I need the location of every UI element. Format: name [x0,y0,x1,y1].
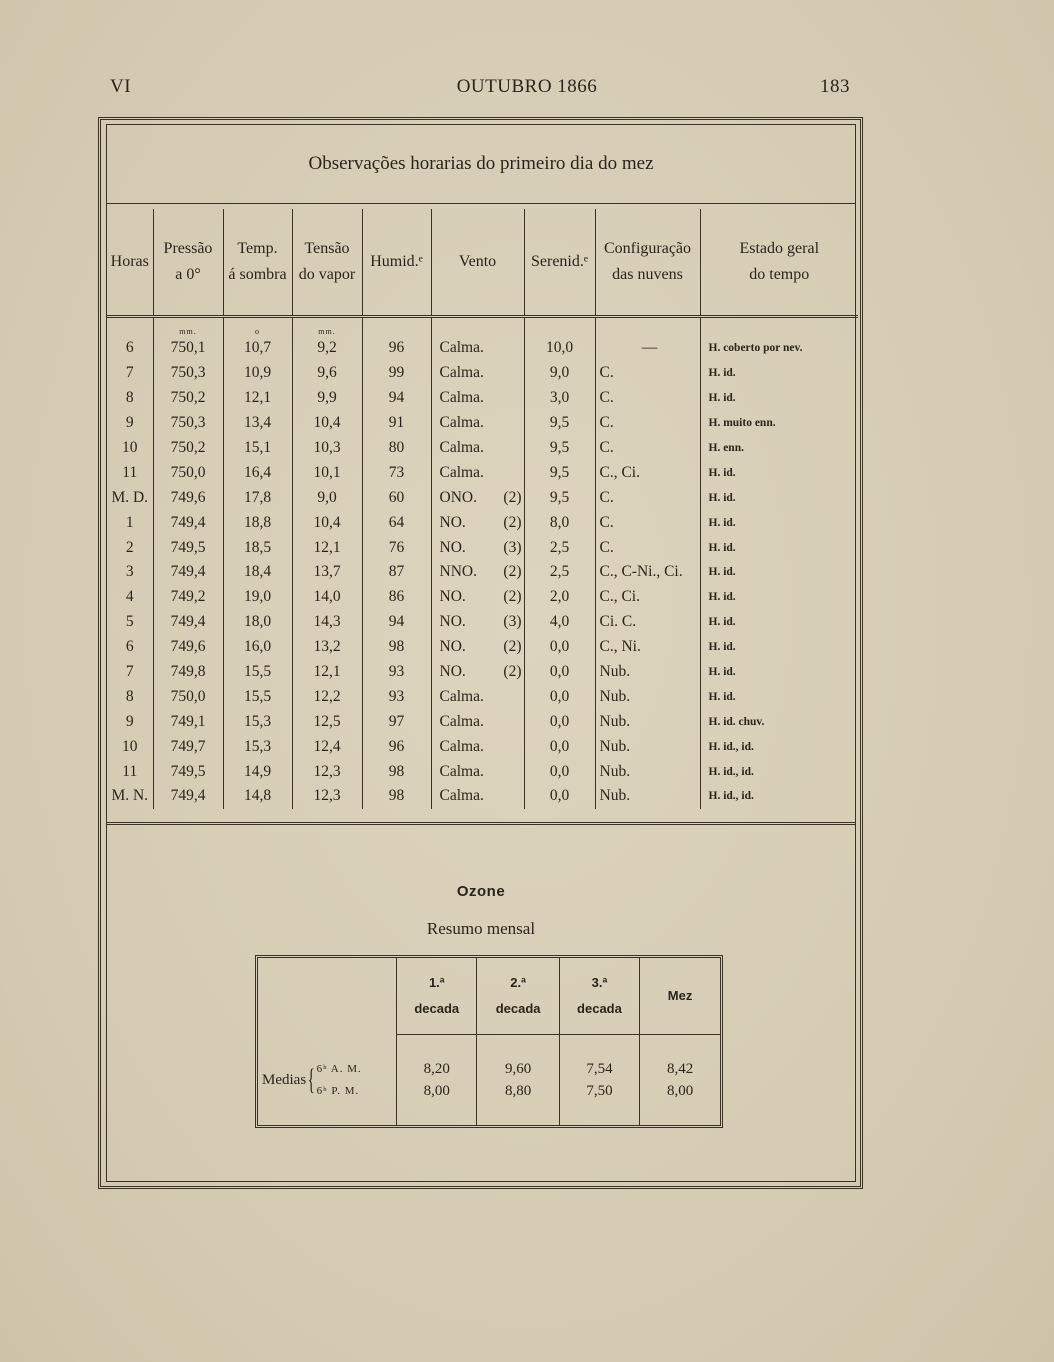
temp-cell: 18,5 [223,535,292,560]
clouds-cell: Nub. [595,759,700,784]
weather-cell: H. id. [700,386,858,411]
serenity-cell: 2,5 [524,560,595,585]
tension-cell: 9,9 [292,386,362,411]
ozone-column-header-line2: decada [414,1001,460,1016]
temp-cell: 15,5 [223,660,292,685]
humidity-cell: 93 [362,660,431,685]
pressure-cell: 749,4 [153,510,223,535]
column-header-line1: Pressão [163,240,213,257]
table-row [107,411,858,436]
wind-direction: Calma. [439,414,484,432]
serenity-cell: 2,0 [524,585,595,610]
table-row [107,361,858,386]
temp-cell: 10,7 [223,336,292,361]
temp-cell: 14,8 [223,784,292,809]
wind-cell [431,436,524,461]
humidity-cell: 80 [362,436,431,461]
wind-direction: NO. [439,638,466,656]
column-header-line1: Estado geral [739,240,820,257]
hour-cell: 7 [125,663,134,681]
tension-cell: 9,6 [292,361,362,386]
wind-direction: Calma. [439,687,484,705]
ozone-column-header-line1: 2.ª [510,975,526,990]
ozone-summary-box [255,955,723,1128]
hour-cell: 1 [125,513,134,531]
ozone-column-header [640,958,720,1035]
hour-cell: 5 [125,613,134,631]
ozone-column-header-line1: Mez [667,988,693,1003]
column-header [107,209,153,317]
ozone-column-header [559,958,639,1035]
wind-force: (2) [503,663,522,681]
hour-cell: 6 [125,638,134,656]
temp-cell: 13,4 [223,411,292,436]
wind-cell [431,759,524,784]
ozone-am-value: 7,54 [586,1061,613,1077]
hour-cell: 9 [125,414,134,432]
humidity-cell: 73 [362,460,431,485]
wind-cell [431,660,524,685]
period-pm: 6ʰ P. M. [316,1084,360,1097]
period-am: 6ʰ A. M. [316,1062,362,1075]
clouds-cell: C. [595,510,700,535]
wind-cell [431,610,524,635]
ozone-pm-value: 7,50 [586,1083,613,1099]
wind-direction: ONO. [439,488,477,506]
ozone-summary-table [258,958,720,1125]
humidity-cell: 98 [362,784,431,809]
hourly-table-title: Observações horarias do primeiro dia do mez [308,153,654,174]
table-row [107,610,858,635]
wind-force: (2) [503,563,522,581]
wind-direction: NO. [439,538,466,556]
wind-cell [431,361,524,386]
temp-cell: 18,8 [223,510,292,535]
wind-direction: Calma. [439,463,484,481]
column-header-line2: do vapor [298,266,356,283]
table-row [107,784,858,809]
wind-cell [431,510,524,535]
tension-cell: 14,3 [292,610,362,635]
hour-cell: 3 [125,563,134,581]
pressure-cell: 750,3 [153,411,223,436]
temp-cell: 16,0 [223,635,292,660]
table-row [107,535,858,560]
column-header [431,209,524,317]
weather-cell: H. enn. [700,436,858,461]
running-title: OUTUBRO 1866 [456,76,598,97]
ozone-pm-value: 8,80 [504,1083,532,1099]
ozone-column-header-line1: 1.ª [428,975,445,990]
ozone-value-cell [559,1035,639,1126]
table-row [107,660,858,685]
ozone-subtitle: Resumo mensal [426,919,536,938]
tension-cell: 12,3 [292,784,362,809]
table-row [107,510,858,535]
weather-cell: H. coberto por nev. [700,336,858,361]
humidity-cell: 96 [362,336,431,361]
column-header-line1: Humid.ᵉ [370,253,423,270]
table-row [107,460,858,485]
serenity-cell: 0,0 [524,684,595,709]
ozone-header-row [258,958,720,1035]
hour-cell: 11 [122,762,138,780]
wind-force: (2) [503,638,522,656]
wind-force: (3) [503,613,522,631]
pressure-cell: 750,2 [153,386,223,411]
column-header-line2: das nuvens [612,266,683,283]
tension-cell: 10,4 [292,411,362,436]
temp-cell: 18,0 [223,610,292,635]
hour-cell: M. D. [111,488,149,506]
serenity-cell: 9,5 [524,436,595,461]
wind-direction: NO. [439,588,466,606]
period-labels [317,1058,362,1102]
wind-direction: Calma. [439,339,484,357]
clouds-cell: C. [595,411,700,436]
clouds-cell: C. [595,361,700,386]
temp-cell: 10,9 [223,361,292,386]
serenity-cell: 9,5 [524,460,595,485]
pressure-cell: 749,2 [153,585,223,610]
tension-unit: mm. [292,317,362,337]
hourly-header-row [107,209,858,317]
temp-cell: 15,5 [223,684,292,709]
ozone-value-cell [640,1035,720,1126]
weather-cell: H. id. [700,560,858,585]
hourly-observations-table [107,209,858,809]
serenity-cell: 10,0 [524,336,595,361]
wind-cell [431,485,524,510]
hour-cell: 10 [122,439,138,456]
title-rule [107,203,855,204]
pressure-cell: 750,0 [153,460,223,485]
table-row [107,436,858,461]
wind-cell [431,336,524,361]
tension-cell: 9,0 [292,485,362,510]
pressure-cell: 750,2 [153,436,223,461]
weather-cell: H. id. [700,660,858,685]
wind-direction: Calma. [439,737,484,755]
hour-cell: 11 [122,463,138,481]
pressure-cell: 749,4 [153,610,223,635]
humidity-cell: 64 [362,510,431,535]
column-header-line1: Vento [458,253,497,270]
ozone-value-cell [477,1035,559,1126]
tension-cell: 12,1 [292,535,362,560]
clouds-cell: C., Ci. [595,585,700,610]
serenity-cell: 8,0 [524,510,595,535]
ozone-column-header-line2: decada [495,1001,541,1016]
ozone-column-header-line2: decada [577,1001,622,1016]
pressure-cell: 749,1 [153,709,223,734]
humidity-cell: 94 [362,386,431,411]
temp-cell: 15,3 [223,734,292,759]
wind-cell [431,635,524,660]
wind-cell [431,585,524,610]
serenity-cell: 0,0 [524,759,595,784]
wind-force: (3) [503,538,522,556]
column-header [362,209,431,317]
clouds-cell: C. [595,485,700,510]
clouds-cell: C. [595,535,700,560]
weather-cell: H. id. [700,510,858,535]
table-row [107,734,858,759]
tension-cell: 13,7 [292,560,362,585]
humidity-cell: 87 [362,560,431,585]
humidity-cell: 98 [362,759,431,784]
pressure-cell: 750,1 [153,336,223,361]
wind-cell [431,684,524,709]
clouds-cell: C., Ni. [595,635,700,660]
wind-direction: NO. [439,663,466,681]
temp-cell: 14,9 [223,759,292,784]
wind-cell [431,386,524,411]
column-header [595,209,700,317]
ozone-value-cell [397,1035,477,1126]
tension-cell: 12,2 [292,684,362,709]
column-header [292,209,362,317]
weather-cell: H. id. [700,535,858,560]
weather-cell: H. id., id. [700,784,858,809]
hour-cell: 6 [125,339,134,357]
ozone-am-value: 9,60 [504,1061,532,1077]
weather-cell: H. id. [700,635,858,660]
hour-cell: 4 [125,588,134,606]
hourly-table-body [107,317,858,809]
tension-cell: 9,2 [292,336,362,361]
column-header-line1: Temp. [237,240,278,257]
humidity-cell: 97 [362,709,431,734]
tension-cell: 10,1 [292,460,362,485]
hour-cell: 2 [125,538,134,556]
column-header-line2: a 0° [175,266,201,283]
weather-cell: H. id., id. [700,734,858,759]
weather-cell: H. id. chuv. [700,709,858,734]
pressure-cell: 749,6 [153,635,223,660]
tension-cell: 14,0 [292,585,362,610]
table-end-rule [107,822,855,825]
ozone-medias-row [258,1035,720,1126]
wind-direction: Calma. [439,439,484,456]
pressure-cell: 749,5 [153,535,223,560]
weather-cell: H. id. [700,361,858,386]
hour-cell: 8 [125,389,134,407]
hour-cell: M. N. [111,787,149,805]
weather-cell: H. id. [700,485,858,510]
ozone-column-header [397,958,477,1035]
humidity-cell: 99 [362,361,431,386]
table-row [107,386,858,411]
clouds-cell: Nub. [595,709,700,734]
weather-cell: H. id. [700,585,858,610]
serenity-cell: 0,0 [524,635,595,660]
units-row [107,317,858,337]
wind-force: (2) [503,488,522,506]
clouds-cell: C. [595,386,700,411]
clouds-cell: Nub. [595,684,700,709]
table-row [107,336,858,361]
temp-cell: 19,0 [223,585,292,610]
weather-cell: H. id. [700,460,858,485]
humidity-cell: 76 [362,535,431,560]
clouds-cell: C., C-Ni., Ci. [595,560,700,585]
wind-cell [431,560,524,585]
temp-cell: 16,4 [223,460,292,485]
tension-cell: 12,5 [292,709,362,734]
table-row [107,585,858,610]
column-header [524,209,595,317]
ozone-column-header-line1: 3.ª [591,975,608,990]
medias-label: Medias [262,1071,307,1088]
table-frame-inner [106,124,856,1182]
serenity-cell: 0,0 [524,734,595,759]
wind-direction: Calma. [439,712,484,730]
ozone-pm-value: 8,00 [666,1083,694,1099]
wind-cell [431,460,524,485]
hour-cell: 9 [125,712,134,730]
medias-label-cell [258,1035,397,1126]
weather-cell: H. id. [700,684,858,709]
wind-force: (2) [503,513,522,531]
weather-cell: H. id., id. [700,759,858,784]
clouds-cell: C. [595,436,700,461]
humidity-cell: 60 [362,485,431,510]
column-header-line2: do tempo [749,266,810,283]
temp-cell: 17,8 [223,485,292,510]
pressure-cell: 749,8 [153,660,223,685]
clouds-cell: Nub. [595,784,700,809]
humidity-cell: 94 [362,610,431,635]
tension-cell: 12,1 [292,660,362,685]
humidity-cell: 93 [362,684,431,709]
wind-direction: Calma. [439,762,484,780]
page-number: 183 [820,76,850,97]
pressure-cell: 749,4 [153,784,223,809]
humidity-cell: 86 [362,585,431,610]
tension-cell: 13,2 [292,635,362,660]
clouds-cell: Nub. [595,660,700,685]
brace-glyph: { [307,1062,315,1096]
table-row [107,485,858,510]
serenity-cell: 2,5 [524,535,595,560]
wind-cell [431,411,524,436]
pressure-cell: 749,4 [153,560,223,585]
wind-cell [431,535,524,560]
table-row [107,709,858,734]
column-header [153,209,223,317]
column-header [700,209,858,317]
temp-cell: 18,4 [223,560,292,585]
serenity-cell: 0,0 [524,784,595,809]
section-number: VI [110,76,132,97]
wind-cell [431,784,524,809]
pressure-cell: 749,5 [153,759,223,784]
wind-cell [431,734,524,759]
humidity-cell: 91 [362,411,431,436]
column-header-line1: Configuração [603,240,692,257]
table-row [107,684,858,709]
tension-cell: 12,3 [292,759,362,784]
wind-direction: Calma. [439,389,484,407]
serenity-cell: 4,0 [524,610,595,635]
weather-cell: H. id. [700,610,858,635]
ozone-am-value: 8,42 [666,1061,694,1077]
hour-cell: 10 [122,737,138,755]
clouds-cell: C., Ci. [595,460,700,485]
temp-cell: 12,1 [223,386,292,411]
pressure-cell: 750,0 [153,684,223,709]
temp-cell: 15,1 [223,436,292,461]
ozone-pm-value: 8,00 [423,1083,450,1099]
wind-direction: NNO. [439,563,477,581]
pressure-cell: 749,7 [153,734,223,759]
wind-force: (2) [503,588,522,606]
temp-unit: o [223,317,292,337]
tension-cell: 10,4 [292,510,362,535]
serenity-cell: 0,0 [524,709,595,734]
wind-direction: NO. [439,513,466,531]
wind-direction: Calma. [439,787,484,805]
temp-cell: 15,3 [223,709,292,734]
column-header-line1: Tensão [304,240,350,257]
column-header-line1: Serenid.ᵉ [531,253,588,270]
hour-cell: 7 [125,364,134,382]
table-row [107,759,858,784]
ozone-am-value: 8,20 [423,1061,450,1077]
serenity-cell: 9,5 [524,411,595,436]
clouds-cell: Nub. [595,734,700,759]
pressure-unit: mm. [153,317,223,337]
clouds-cell: — [595,336,700,361]
column-header [223,209,292,317]
pressure-cell: 750,3 [153,361,223,386]
tension-cell: 10,3 [292,436,362,461]
humidity-cell: 96 [362,734,431,759]
hour-cell: 8 [125,687,134,705]
weather-cell: H. muito enn. [700,411,858,436]
wind-cell [431,709,524,734]
serenity-cell: 0,0 [524,660,595,685]
table-row [107,635,858,660]
tension-cell: 12,4 [292,734,362,759]
ozone-title: Ozone [456,883,506,900]
table-frame [98,117,863,1189]
humidity-cell: 98 [362,635,431,660]
table-row [107,560,858,585]
serenity-cell: 9,0 [524,361,595,386]
pressure-cell: 749,6 [153,485,223,510]
clouds-cell: Ci. C. [595,610,700,635]
ozone-corner-cell [258,958,397,1035]
ozone-column-header [477,958,559,1035]
column-header-line1: Horas [110,253,149,270]
wind-direction: Calma. [439,364,484,382]
column-header-line2: á sombra [228,266,287,283]
wind-direction: NO. [439,613,466,631]
serenity-cell: 9,5 [524,485,595,510]
serenity-cell: 3,0 [524,386,595,411]
